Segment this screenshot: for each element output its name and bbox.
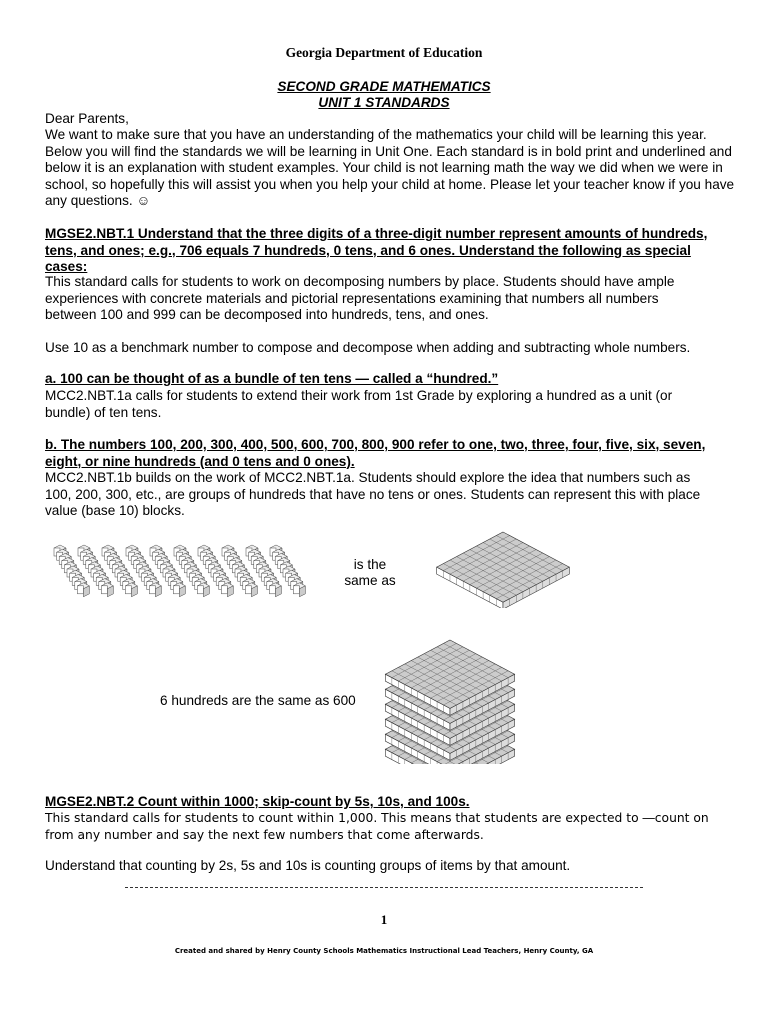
- six-hundreds-stack-illustration: [368, 636, 533, 764]
- letter-body: We want to make sure that you have an understanding of the mathematics your child will be learning this year. Below you will find the standards we will be learning in Unit One. Each standard is in bold print and underlined and below it is an explanation with student examples. Your child is not learning math the way we did when we were in school, so hopefully this will assist you when you help your child at home. Please let your teacher know if you have any questions. ☺: [45, 127, 735, 208]
- six-hundreds-caption: 6 hundreds are the same as 600: [160, 693, 356, 708]
- standard-nbt1-explanation: This standard calls for students to work on decomposing numbers by place. Students should have ample experiences with concrete materials and pictorial representations examining that numbers all numbers between 100 and 999 can be decomposed into hundreds, tens, and ones.: [45, 274, 675, 322]
- hundred-flat-illustration: [418, 528, 588, 608]
- standard-nbt2-counting-groups: Understand that counting by 2s, 5s and 10s is counting groups of items by that amount.: [45, 858, 571, 873]
- standard-nbt1a-explanation: MCC2.NBT.1a calls for students to extend their work from 1st Grade by exploring a hundred as a unit (or bundle) of ten tens.: [45, 388, 673, 420]
- same-as-label-line1: is the: [353, 557, 387, 572]
- standard-nbt1a-heading: a. 100 can be thought of as a bundle of ten tens — called a “hundred.”: [45, 371, 499, 386]
- letter-greeting: Dear Parents,: [45, 111, 129, 126]
- doc-title-line2: UNIT 1 STANDARDS: [318, 95, 450, 110]
- page-number: 1: [380, 912, 388, 927]
- footer-credit: Created and shared by Henry County Schools Mathematics Instructional Lead Teachers, Henry County, GA: [174, 947, 594, 955]
- standard-nbt2-explanation: This standard calls for students to count within 1,000. This means that students are expected to ―count on from any number and say the next few numbers that come afterwards.: [45, 811, 709, 842]
- standard-nbt1b-heading: b. The numbers 100, 200, 300, 400, 500, 600, 700, 800, 900 refer to one, two, three, four, five, six, seven, eight, or nine hundreds (and 0 tens and 0 ones).: [45, 437, 706, 469]
- standard-nbt2-heading: MGSE2.NBT.2 Count within 1000; skip-count by 5s, 10s, and 100s.: [45, 794, 470, 809]
- org-name: Georgia Department of Education: [285, 45, 483, 60]
- same-as-label-line2: same as: [344, 573, 396, 588]
- doc-title-line1: SECOND GRADE MATHEMATICS: [277, 79, 491, 94]
- ten-rods-illustration: [50, 544, 325, 604]
- standard-nbt1-benchmark: Use 10 as a benchmark number to compose and decompose when adding and subtracting whole numbers.: [45, 340, 691, 355]
- standard-nbt1b-explanation: MCC2.NBT.1b builds on the work of MCC2.NBT.1a. Students should explore the idea that numbers such as 100, 200, 300, etc., are groups of hundreds that have no tens or ones. Students can represent this with place value (base 10) blocks.: [45, 470, 701, 518]
- standard-nbt1-heading: MGSE2.NBT.1 Understand that the three digits of a three-digit number represent amounts of hundreds, tens, and ones; e.g., 706 equals 7 hundreds, 0 tens, and 6 ones. Understand the following as special cases:: [45, 226, 708, 274]
- footer-divider: [125, 887, 643, 889]
